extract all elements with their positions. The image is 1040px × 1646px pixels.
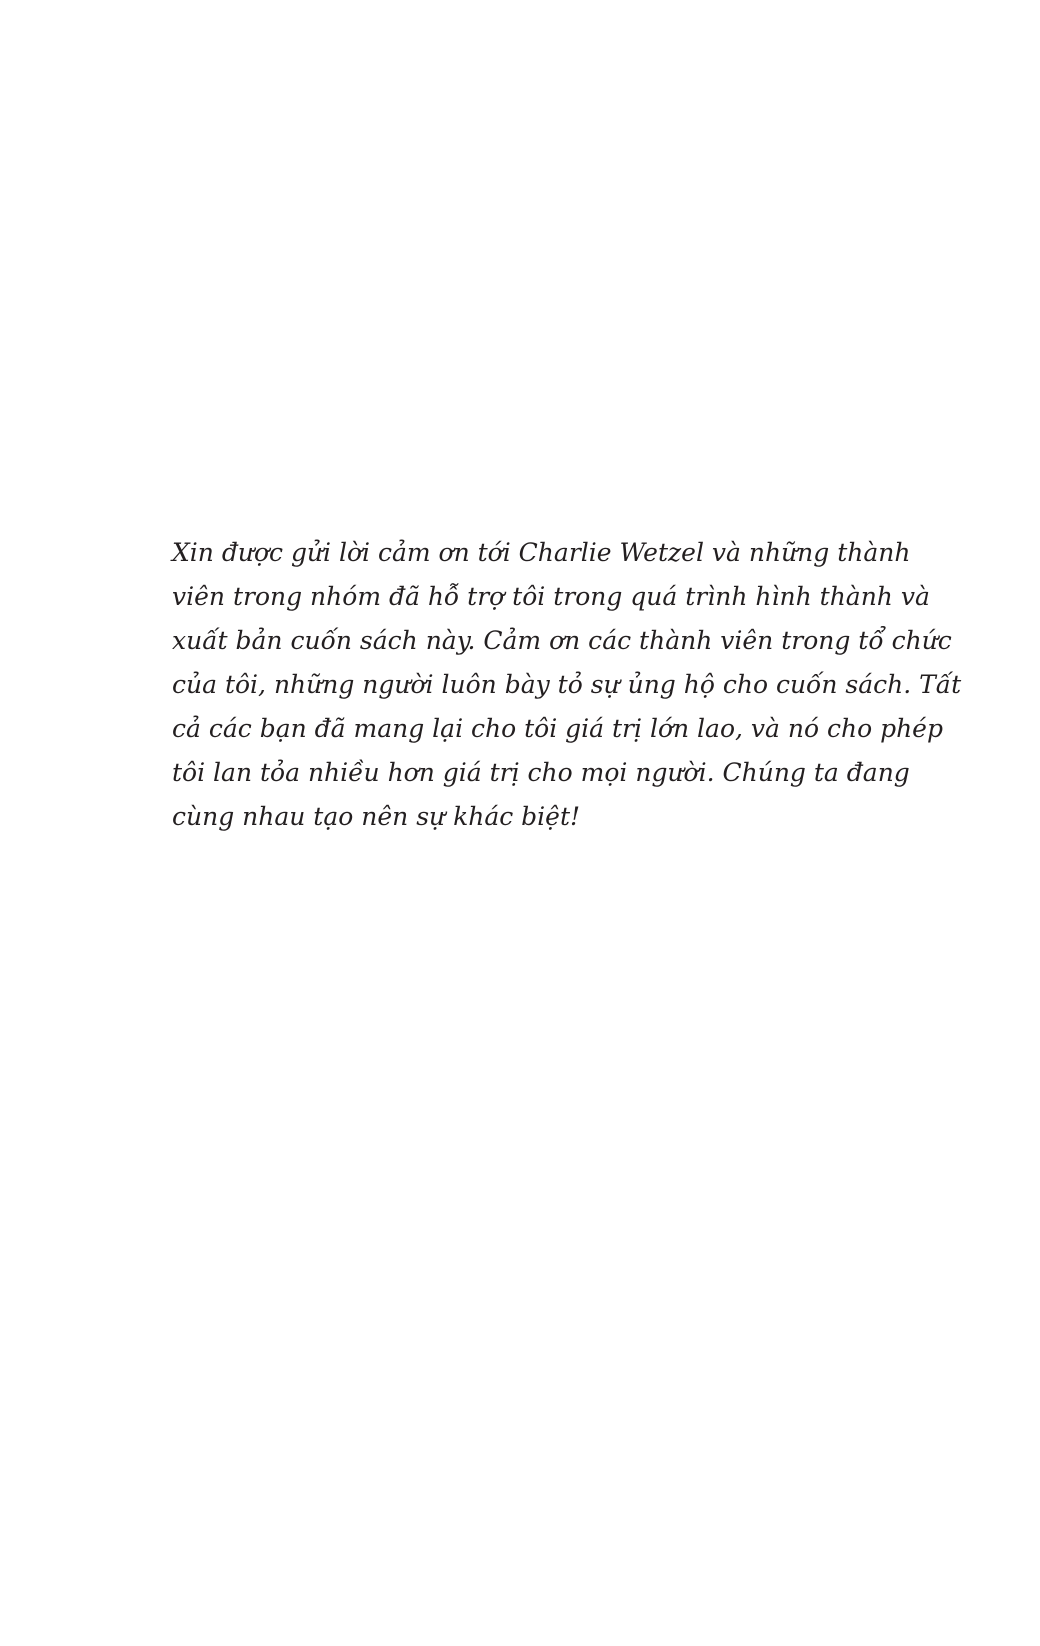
acknowledgement-line: viên trong nhóm đã hỗ trợ tôi trong quá trình hình thành và	[172, 582, 930, 611]
acknowledgement-line: Xin được gửi lời cảm ơn tới Charlie Wetzel và những thành	[172, 538, 911, 567]
acknowledgement-paragraph	[172, 531, 962, 839]
acknowledgement-line: xuất bản cuốn sách này. Cảm ơn các thành viên trong tổ chức	[172, 626, 952, 655]
acknowledgement-line: của tôi, những người luôn bày tỏ sự ủng hộ cho cuốn sách. Tất	[172, 670, 962, 699]
acknowledgement-line: cả các bạn đã mang lại cho tôi giá trị lớn lao, và nó cho phép	[172, 714, 943, 743]
acknowledgement-line: tôi lan tỏa nhiều hơn giá trị cho mọi người. Chúng ta đang	[172, 758, 910, 787]
acknowledgement-line: cùng nhau tạo nên sự khác biệt!	[172, 802, 581, 831]
